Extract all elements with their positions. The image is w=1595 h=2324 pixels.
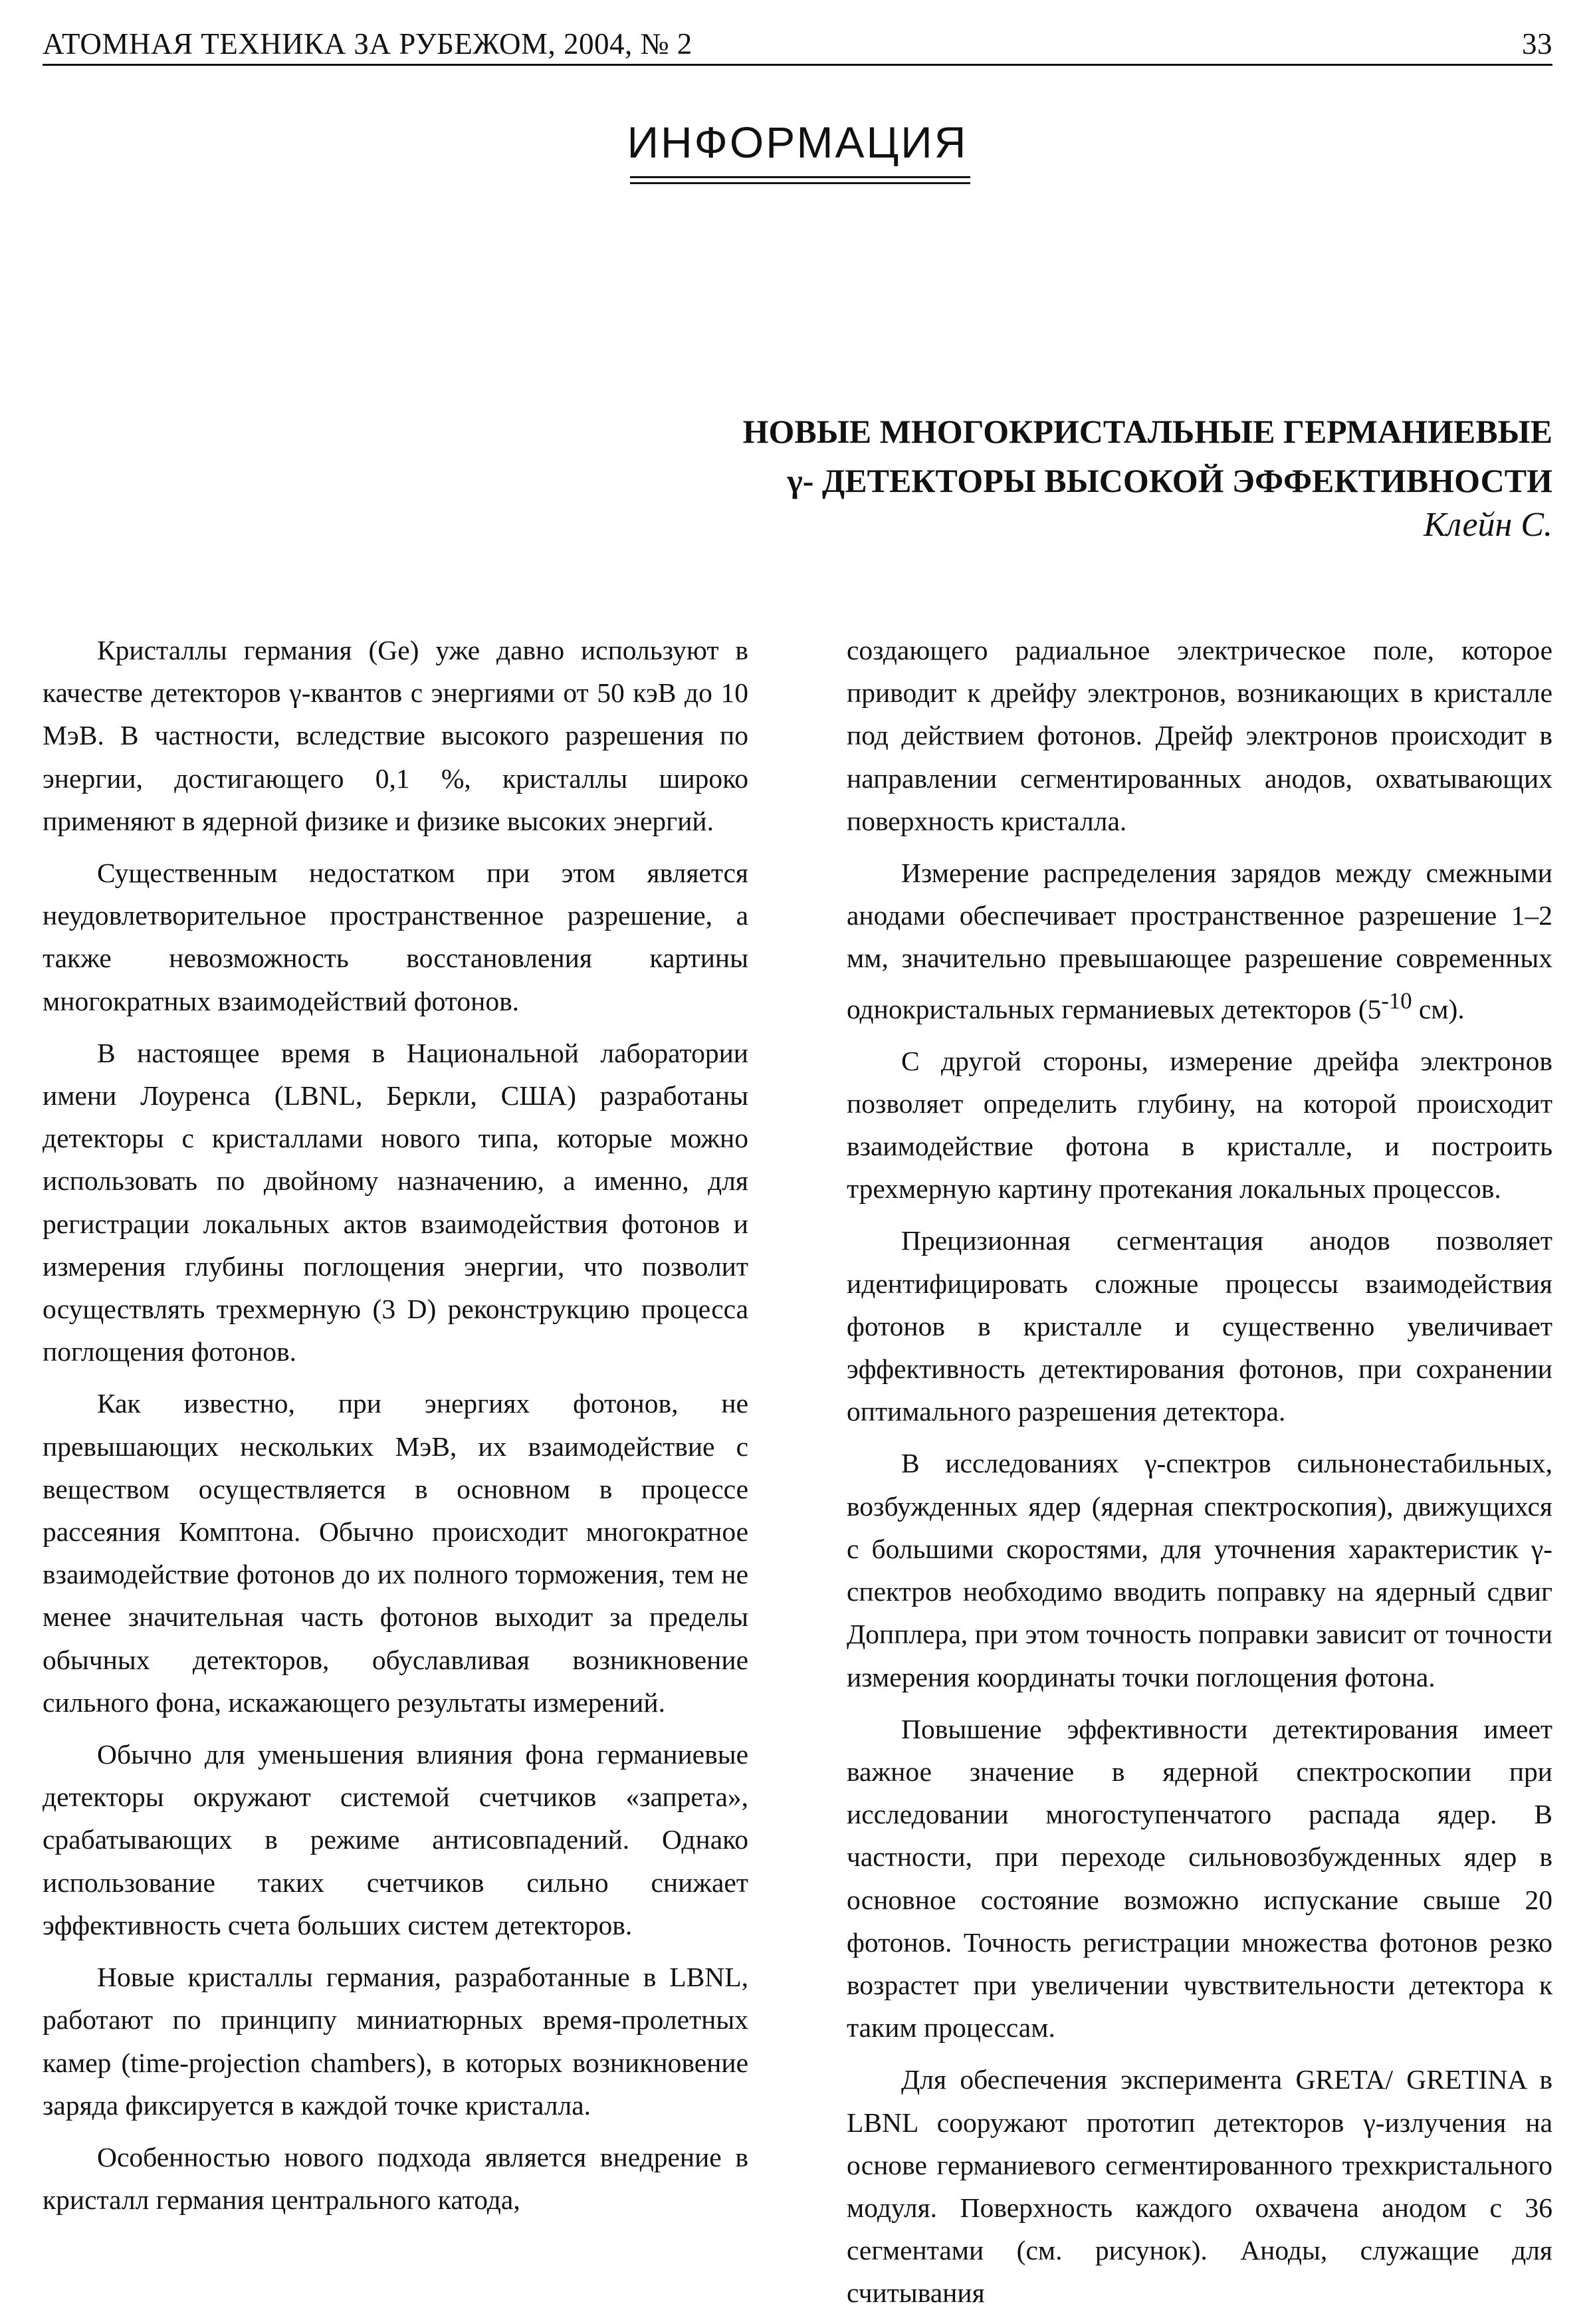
article-title	[556, 407, 1552, 505]
paragraph: Кристаллы германия (Ge) уже давно используют в качестве детекторов γ-квантов с энергиями от 50 кэВ до 10 МэВ. В частности, вследствие высокого разрешения по энергии, достигающего 0,1 %, кристаллы широко применяют в ядерной физике и физике высоких энергий.	[43, 635, 748, 836]
section-underline	[630, 176, 970, 184]
right-column	[847, 629, 1552, 2315]
paragraph: Особенностью нового подхода является внедрение в кристалл германия центрального катода,	[43, 2141, 748, 2216]
journal-title: АТОМНАЯ ТЕХНИКА ЗА РУБЕЖОМ, 2004, № 2	[43, 27, 692, 60]
paragraph: С другой стороны, измерение дрейфа электронов позволяет определить глубину, на которой происходит взаимодействие фотона в кристалле, и построить трехмерную картину протекания локальных процессов.	[847, 1045, 1552, 1205]
paragraph-text: см).	[1412, 993, 1465, 1024]
left-column	[43, 629, 748, 2221]
paragraph: В исследованиях γ-спектров сильнонестабильных, возбужденных ядер (ядерная спектроскопия), движущихся с большими скоростями, для уточнения характеристик γ-спектров необходимо вводить поправку на ядерный сдвиг Допплера, при этом точность поправки зависит от точности измерения координаты точки поглощения фотона.	[847, 1448, 1552, 1692]
paragraph-text: Измерение распределения зарядов между смежными анодами обеспечивает пространственное разрешение 1–2 мм, значительно превышающее разрешение современных однокристальных германиевых детекторов (5	[847, 858, 1552, 1024]
paragraph: Прецизионная сегментация анодов позволяет идентифицировать сложные процессы взаимодействия фотонов в кристалле и существенно увеличивает эффективность детектирования фотонов, при сохранении оптимального разрешения детектора.	[847, 1225, 1552, 1427]
article-title-line-2: γ- ДЕТЕКТОРЫ ВЫСОКОЙ ЭФФЕКТИВНОСТИ	[787, 462, 1552, 499]
paragraph: Обычно для уменьшения влияния фона германиевые детекторы окружают системой счетчиков «запрета», срабатывающих в режиме антисовпадений. Однако использование таких счетчиков сильно снижает эффективность счета больших систем детекторов.	[43, 1739, 748, 1940]
paragraph: Для обеспечения эксперимента GRETA/ GRETINA в LBNL сооружают прототип детекторов γ-излучения на основе германиевого сегментированного трехкристального модуля. Поверхность каждого охвачена анодом с 36 сегментами (см. рисунок). Аноды, служащие для считывания	[847, 2064, 1552, 2309]
article-title-line-1: НОВЫЕ МНОГОКРИСТАЛЬНЫЕ ГЕРМАНИЕВЫЕ	[742, 413, 1552, 450]
paragraph: Повышение эффективности детектирования имеет важное значение в ядерной спектроскопии при исследовании многоступенчатого распада ядер. В частности, при переходе сильновозбужденных ядер в основное состояние возможно испускание свыше 20 фотонов. Точность регистрации множества фотонов резко возрастет при увеличении чувствительности детектора к таким процессам.	[847, 1713, 1552, 2043]
paragraph-continuation: создающего радиальное электрическое поле, которое приводит к дрейфу электронов, возникающих в кристалле под действием фотонов. Дрейф электронов происходит в направлении сегментированных анодов, охватывающих поверхность кристалла.	[847, 635, 1552, 836]
paragraph: Новые кристаллы германия, разработанные в LBNL, работают по принципу миниатюрных время-пролетных камер (time-projection chambers), в которых возникновение заряда фиксируется в каждой точке кристалла.	[43, 1962, 748, 2121]
running-header	[43, 20, 1552, 61]
article-author: Клейн С.	[1423, 506, 1552, 544]
exponent: -10	[1381, 988, 1412, 1014]
paragraph	[847, 852, 1552, 1030]
section-title: ИНФОРМАЦИЯ	[627, 118, 968, 167]
paragraph: Существенным недостатком при этом является неудовлетворительное пространственное разрешение, а также невозможность восстановления картины многократных взаимодействий фотонов.	[43, 858, 748, 1016]
paragraph: В настоящее время в Национальной лаборатории имени Лоуренса (LBNL, Беркли, США) разработаны детекторы с кристаллами нового типа, которые можно использовать по двойному назначению, а именно, для регистрации локальных актов взаимодействия фотонов и измерения глубины поглощения энергии, что позволит осуществлять трехмерную (3 D) реконструкцию процесса поглощения фотонов.	[43, 1037, 748, 1367]
page-number: 33	[1522, 27, 1552, 60]
header-rule	[43, 64, 1552, 66]
paragraph: Как известно, при энергиях фотонов, не превышающих нескольких МэВ, их взаимодействие с веществом осуществляется в основном в процессе рассеяния Комптона. Обычно происходит многократное взаимодействие фотонов до их полного торможения, тем не менее значительная часть фотонов выходит за пределы обычных детекторов, обуславливая возникновение сильного фона, искажающего результаты измерений.	[43, 1388, 748, 1718]
